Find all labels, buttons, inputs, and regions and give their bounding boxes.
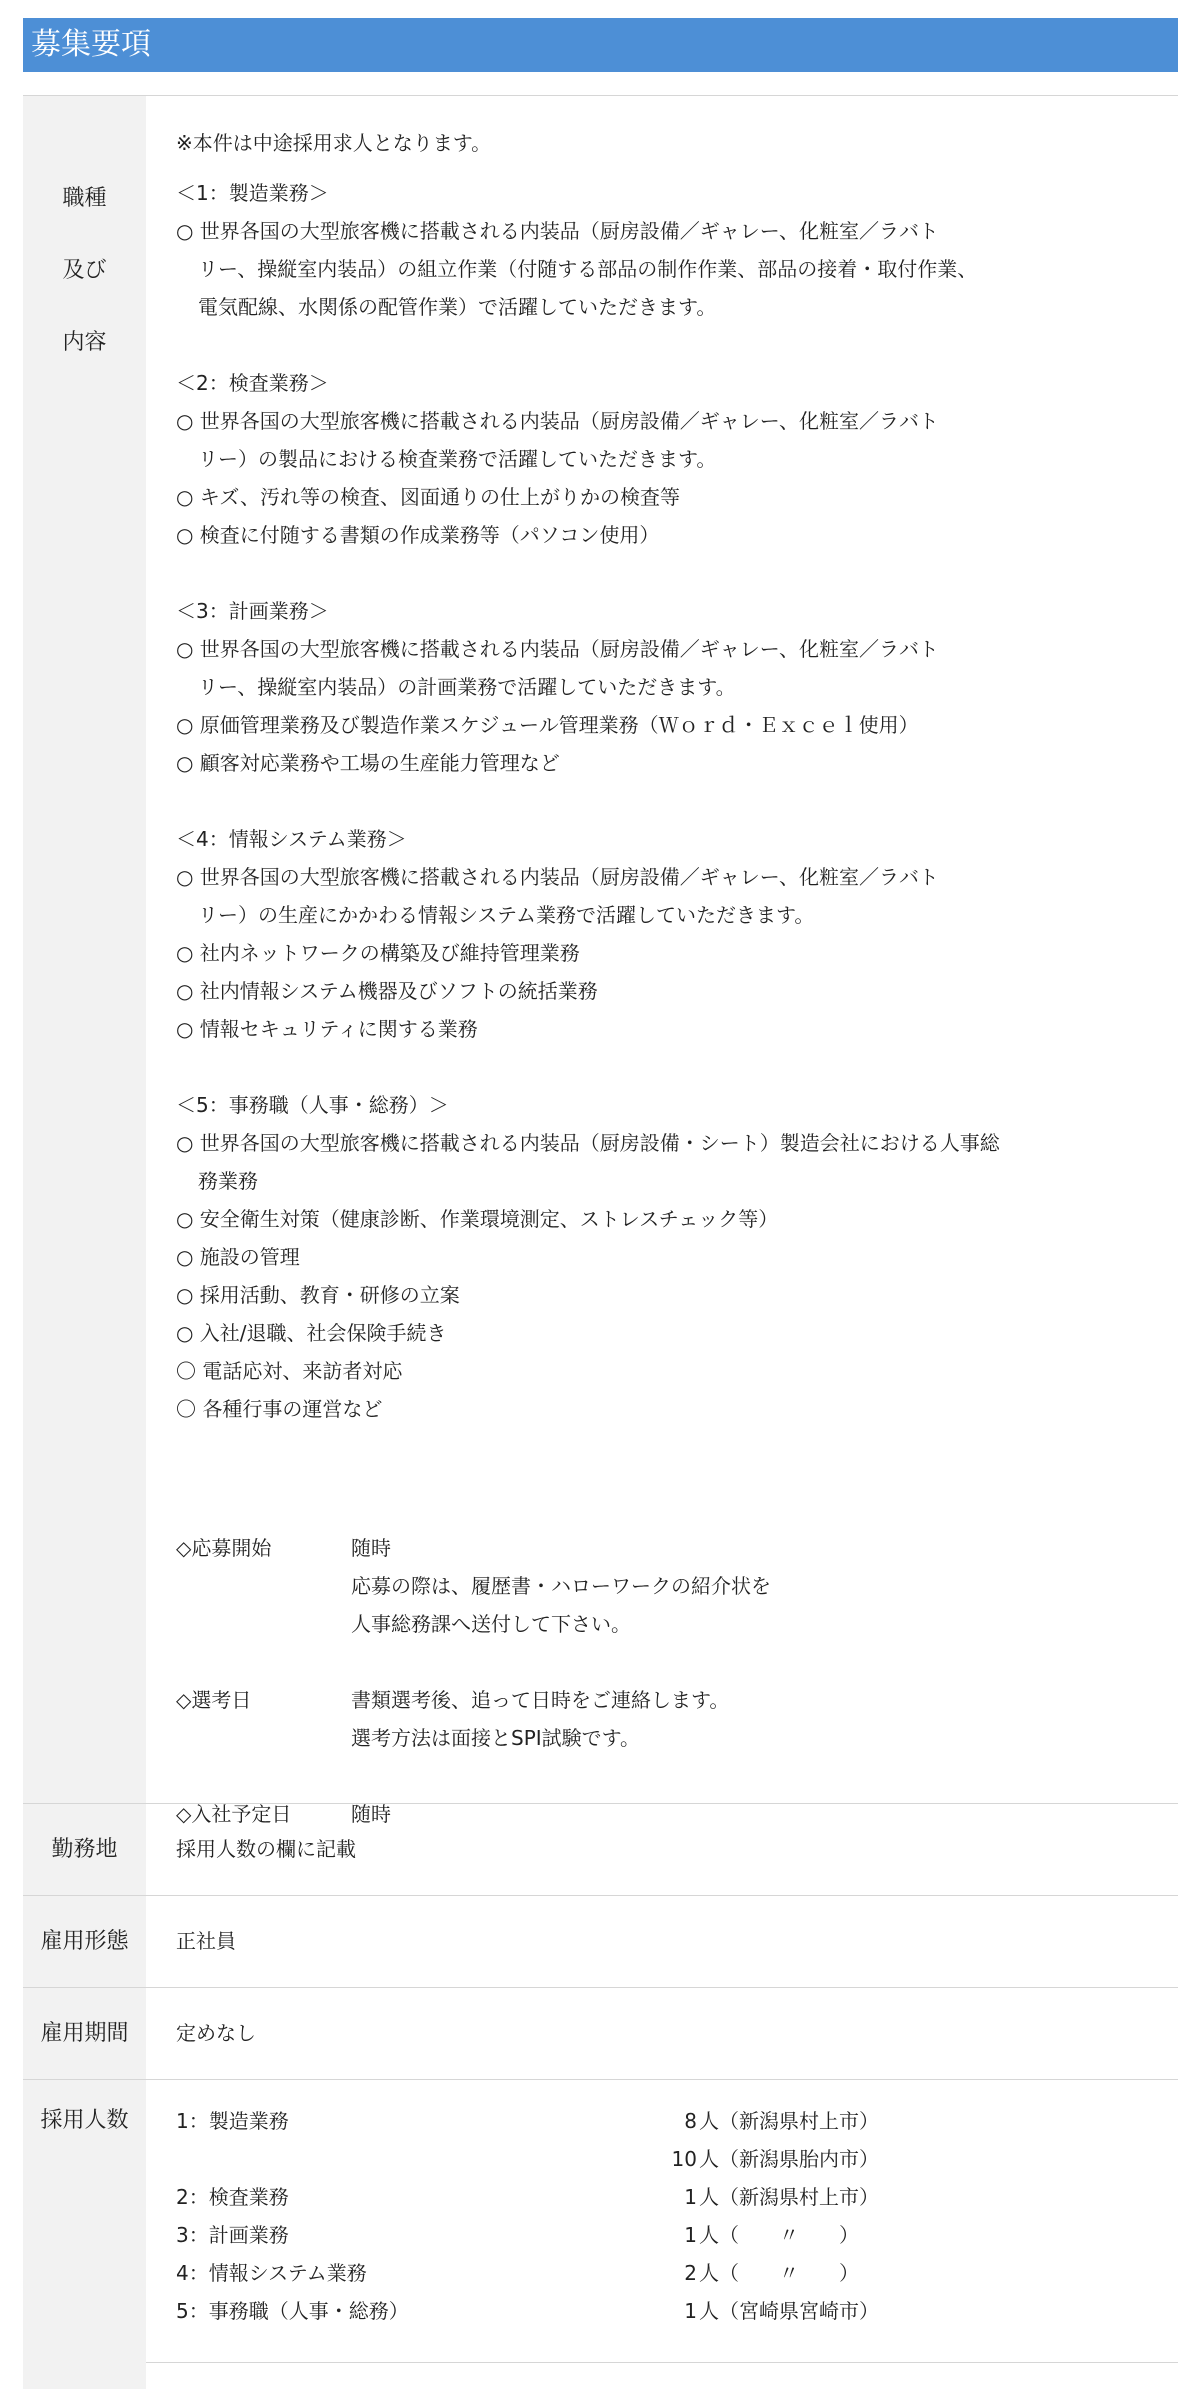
location-value: 採用人数の欄に記載 [176, 1837, 356, 1861]
application-start-label: ◇応募開始 [176, 1536, 272, 1560]
headcount-body [146, 2080, 1178, 2362]
list-item: ○ 安全衛生対策（健康診断、作業環境測定、ストレスチェック等） [176, 1207, 779, 1231]
employment-period-value: 定めなし [176, 2021, 256, 2045]
list-item-continued: リー）の生産にかかわる情報システム業務で活躍していただきます。 [198, 903, 815, 927]
recruitment-table [23, 95, 1178, 2363]
headcount-job: 4：情報システム業務 [176, 2261, 367, 2285]
section-heading: ＜1：製造業務＞ [176, 181, 329, 205]
list-item: ○ 検査に付随する書類の作成業務等（パソコン使用） [176, 523, 660, 547]
headcount-job: 3：計画業務 [176, 2223, 289, 2247]
list-item: ○ キズ、汚れ等の検査、図面通りの仕上がりかの検査等 [176, 485, 681, 509]
list-item: ○ 顧客対応業務や工場の生産能力管理など [176, 751, 560, 775]
start-date-value: 随時 [351, 1802, 391, 1826]
headcount-job [176, 2140, 661, 2178]
list-item: ○ 入社/退職、社会保険手続き [176, 1321, 447, 1345]
headcount-number: 2 [684, 2261, 697, 2285]
list-item: ○ 世界各国の大型旅客機に搭載される内装品（厨房設備／ギャレー、化粧室／ラバト [176, 637, 939, 661]
list-item: ○ 世界各国の大型旅客機に搭載される内装品（厨房設備／ギャレー、化粧室／ラバト [176, 409, 939, 433]
row-job-description [23, 96, 1178, 1826]
headcount-job: 5：事務職（人事・総務） [176, 2299, 409, 2323]
headcount-row [176, 2292, 1178, 2330]
headcount-row [176, 2102, 1178, 2140]
row-label-employment-period: 雇用期間 [23, 1988, 146, 2079]
list-item: ○ 社内情報システム機器及びソフトの統括業務 [176, 979, 598, 1003]
application-start-value: 随時 [351, 1536, 391, 1560]
headcount-location: 人（ 〃 ） [699, 2223, 859, 2247]
row-employment-type [23, 1896, 1178, 1988]
section-title: 募集要項 [23, 18, 1178, 72]
selection-date-value: 書類選考後、追って日時をご連絡します。 [351, 1688, 730, 1712]
list-item: ○ 原価管理業務及び製造作業スケジュール管理業務（Ｗｏｒｄ・Ｅｘｃｅｌ使用） [176, 713, 919, 737]
headcount-job: 1：製造業務 [176, 2109, 289, 2133]
section-heading: ＜5：事務職（人事・総務）＞ [176, 1093, 449, 1117]
list-item: ○ 社内ネットワークの構築及び維持管理業務 [176, 941, 580, 965]
headcount-location: 人（ 〃 ） [699, 2261, 859, 2285]
list-item-continued: リー、操縦室内装品）の計画業務で活躍していただきます。 [198, 675, 736, 699]
row-label-job [23, 96, 146, 1803]
headcount-row [176, 2140, 1178, 2178]
list-item-continued: 務業務 [198, 1169, 258, 1193]
section-heading: ＜2：検査業務＞ [176, 371, 329, 395]
row-label-employment-type: 雇用形態 [23, 1896, 146, 1987]
section-heading: ＜3：計画業務＞ [176, 599, 329, 623]
selection-date [176, 1681, 1178, 1757]
application-start [176, 1529, 1178, 1643]
list-item-continued: リー、操縦室内装品）の組立作業（付随する部品の制作作業、部品の接着・取付作業、 [198, 257, 978, 281]
headcount-location: 人（新潟県村上市） [699, 2185, 879, 2209]
headcount-location: 人（新潟県胎内市） [699, 2147, 879, 2171]
headcount-location: 人（新潟県村上市） [699, 2109, 879, 2133]
row-employment-period [23, 1988, 1178, 2080]
section-heading: ＜4：情報システム業務＞ [176, 827, 407, 851]
row-location [23, 1804, 1178, 1896]
list-item: ○ 世界各国の大型旅客機に搭載される内装品（厨房設備・シート）製造会社における人事総 [176, 1131, 1000, 1155]
headcount-row [176, 2254, 1178, 2292]
label-line: 内容 [62, 330, 107, 355]
next-row-label-stub [23, 2362, 146, 2389]
row-label-location: 勤務地 [23, 1804, 146, 1895]
employment-type-value: 正社員 [176, 1929, 236, 1953]
headcount-job: 2：検査業務 [176, 2185, 289, 2209]
list-item: ○ 情報セキュリティに関する業務 [176, 1017, 478, 1041]
headcount-number: 1 [684, 2223, 697, 2247]
selection-date-label: ◇選考日 [176, 1688, 252, 1712]
list-item: ○ 世界各国の大型旅客機に搭載される内装品（厨房設備／ギャレー、化粧室／ラバト [176, 865, 939, 889]
job-description-body [146, 96, 1178, 1826]
headcount-location: 人（宮崎県宮崎市） [699, 2299, 879, 2323]
list-item-continued: リー）の製品における検査業務で活躍していただきます。 [198, 447, 717, 471]
headcount-row [176, 2216, 1178, 2254]
list-item: ○ 施設の管理 [176, 1245, 300, 1269]
list-item: ○ 世界各国の大型旅客機に搭載される内装品（厨房設備／ギャレー、化粧室／ラバト [176, 219, 939, 243]
row-label-headcount: 採用人数 [23, 2080, 146, 2362]
label-line: 職種 [62, 186, 107, 211]
application-note: 応募の際は、履歴書・ハローワークの紹介状を [351, 1574, 771, 1598]
row-headcount [23, 2080, 1178, 2363]
list-item: ○ 採用活動、教育・研修の立案 [176, 1283, 460, 1307]
label-line: 及び [62, 258, 107, 283]
headcount-row [176, 2178, 1178, 2216]
headcount-number: 1 [684, 2185, 697, 2209]
mid-career-note: ※本件は中途採用求人となります。 [176, 131, 492, 155]
headcount-number: 1 [684, 2299, 697, 2323]
headcount-number: 10 [671, 2147, 697, 2171]
list-item: 〇 各種行事の運営など [176, 1397, 383, 1421]
selection-method: 選考方法は面接とSPI試験です。 [351, 1726, 641, 1750]
list-item: 〇 電話応対、来訪者対応 [176, 1359, 403, 1383]
headcount-number: 8 [684, 2109, 697, 2133]
start-date-label: ◇入社予定日 [176, 1802, 292, 1826]
list-item-continued: 電気配線、水関係の配管作業）で活躍していただきます。 [198, 295, 717, 319]
application-note: 人事総務課へ送付して下さい。 [351, 1612, 631, 1636]
